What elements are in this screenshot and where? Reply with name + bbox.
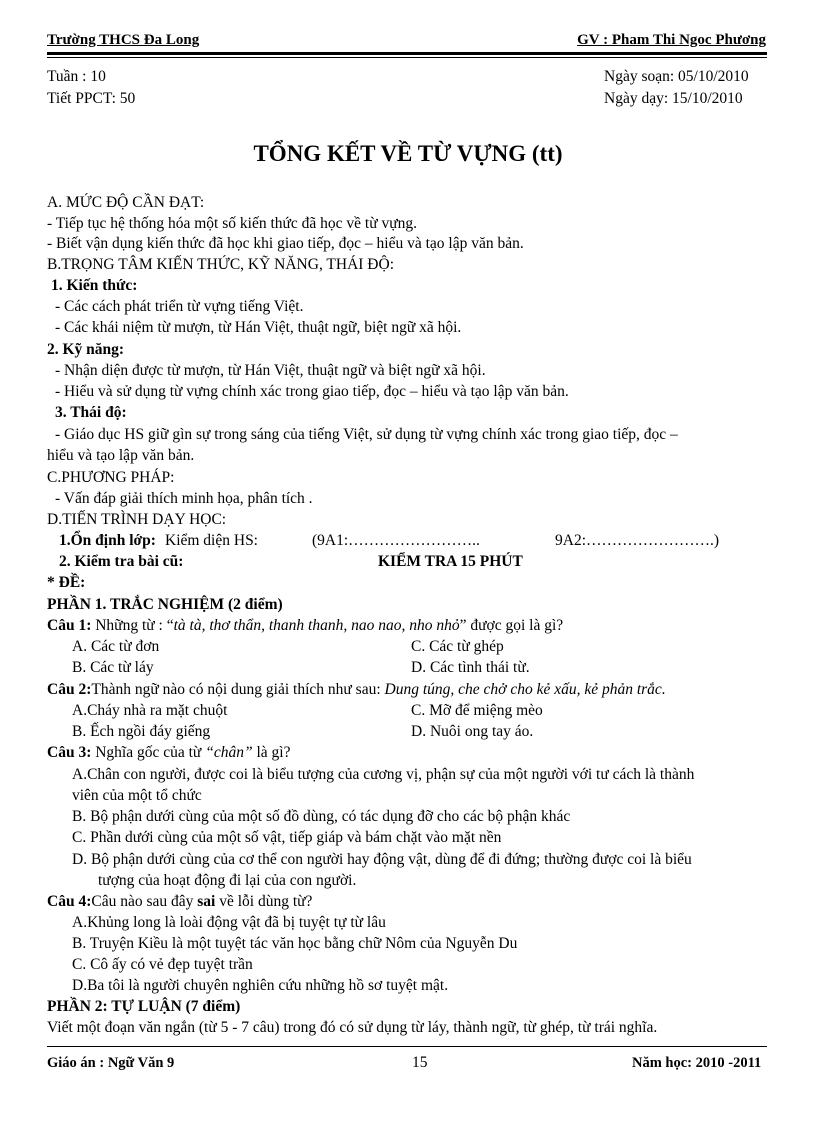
knowledge-item: - Các khái niệm từ mượn, từ Hán Việt, thuật ngữ, biệt ngữ xã hội. bbox=[55, 319, 462, 336]
attitude-heading: 3. Thái độ: bbox=[55, 404, 127, 421]
class-9a1: (9A1:…………………….. bbox=[312, 532, 480, 549]
section-a-item: - Tiếp tục hệ thống hóa một số kiến thức đã học về từ vựng. bbox=[47, 215, 418, 232]
q-label: Câu 2: bbox=[47, 681, 92, 698]
option: D. Các tình thái từ. bbox=[411, 659, 530, 676]
section-a-item: - Biết vận dụng kiến thức đã học khi giao tiếp, đọc – hiểu và tạo lập văn bản. bbox=[47, 235, 524, 252]
option: tượng của hoạt động đi lại của con người. bbox=[98, 872, 357, 889]
option: A.Chân con người, được coi là biểu tượng của cương vị, phận sự của một người với tư cách là thành bbox=[72, 766, 695, 783]
q-text: ” được gọi là gì? bbox=[459, 617, 564, 634]
question-1 bbox=[47, 616, 563, 636]
header-school: Trường THCS Đa Long bbox=[47, 32, 200, 48]
teach-date: Ngày dạy: 15/10/2010 bbox=[604, 90, 743, 107]
q-text: Những từ : “ bbox=[91, 617, 174, 634]
week: Tuần : 10 bbox=[47, 68, 106, 85]
q-emph: tà tà, thơ thẩn, thanh thanh, nao nao, nho nhỏ bbox=[173, 617, 460, 634]
footer-right: Năm học: 2010 -2011 bbox=[632, 1055, 762, 1071]
option: C. Phần dưới cùng của một số vật, tiếp giáp và bám chặt vào mặt nền bbox=[72, 829, 502, 846]
class-9a2: 9A2:…………………….) bbox=[555, 532, 720, 549]
option: B. Truyện Kiều là một tuyệt tác văn học bằng chữ Nôm của Nguyễn Du bbox=[72, 935, 518, 952]
q-label: Câu 1: bbox=[47, 617, 92, 634]
section-a-heading: A. MỨC ĐỘ CẦN ĐẠT: bbox=[47, 194, 205, 211]
option: B. Ếch ngồi đáy giếng bbox=[72, 723, 211, 740]
part2-heading: PHẦN 2: TỰ LUẬN (7 điểm) bbox=[47, 998, 241, 1015]
option: A.Khủng long là loài động vật đã bị tuyệt tự từ lâu bbox=[72, 914, 386, 931]
q-text: Câu nào sau đây bbox=[91, 893, 198, 910]
step1-label: 1.Ổn định lớp: bbox=[59, 532, 156, 549]
option: C. Các từ ghép bbox=[411, 638, 504, 655]
period: Tiết PPCT: 50 bbox=[47, 90, 136, 107]
prep-date: Ngày soạn: 05/10/2010 bbox=[604, 68, 749, 85]
option: C. Mỡ để miệng mèo bbox=[411, 702, 543, 719]
page-number: 15 bbox=[412, 1054, 428, 1071]
step1-text: Kiểm diện HS: bbox=[165, 532, 258, 549]
option: B. Các từ láy bbox=[72, 659, 154, 676]
skills-heading: 2. Kỹ năng: bbox=[47, 341, 125, 358]
option: D. Nuôi ong tay áo. bbox=[411, 723, 534, 740]
q-label: Câu 4: bbox=[47, 893, 92, 910]
option: A.Cháy nhà ra mặt chuột bbox=[72, 702, 228, 719]
part2-text: Viết một đoạn văn ngắn (từ 5 - 7 câu) trong đó có sử dụng từ láy, thành ngữ, từ ghép, từ trái nghĩa. bbox=[47, 1019, 658, 1036]
question-4 bbox=[47, 892, 312, 912]
header-rule-thin bbox=[47, 57, 767, 58]
part1-heading: PHẦN 1. TRẮC NGHIỆM (2 điểm) bbox=[47, 596, 283, 613]
q-label: Câu 3: bbox=[47, 744, 92, 761]
section-c-heading: C.PHƯƠNG PHÁP: bbox=[47, 469, 175, 486]
page-title: TỔNG KẾT VỀ TỪ VỰNG (tt) bbox=[253, 141, 563, 166]
q-text: về lỗi dùng từ? bbox=[215, 893, 313, 910]
option: C. Cô ấy có vẻ đẹp tuyệt trần bbox=[72, 956, 253, 973]
q-text: Nghĩa gốc của từ bbox=[91, 744, 206, 761]
section-b-heading: B.TRỌNG TÂM KIẾN THỨC, KỸ NĂNG, THÁI ĐỘ: bbox=[47, 256, 394, 273]
footer-left: Giáo án : Ngữ Văn 9 bbox=[47, 1055, 175, 1071]
q-emph: sai bbox=[197, 893, 216, 910]
quiz-title: KIỂM TRA 15 PHÚT bbox=[378, 553, 523, 570]
question-3 bbox=[47, 743, 290, 763]
attitude-item: - Giáo dục HS giữ gìn sự trong sáng của tiếng Việt, sử dụng từ vựng chính xác trong giao tiếp, đọc – bbox=[55, 426, 678, 443]
q-emph: Dung túng, che chở cho kẻ xấu, kẻ phản trắc. bbox=[384, 681, 666, 698]
option: viên của một tổ chức bbox=[72, 787, 202, 804]
q-emph: “chân” bbox=[205, 744, 253, 761]
q-text: là gì? bbox=[252, 744, 291, 761]
attitude-item: hiểu và tạo lập văn bản. bbox=[47, 447, 195, 464]
header-teacher: GV : Pham Thi Ngoc Phương bbox=[577, 32, 766, 48]
skills-item: - Nhận diện được từ mượn, từ Hán Việt, thuật ngữ và biệt ngữ xã hội. bbox=[55, 362, 486, 379]
skills-item: - Hiểu và sử dụng từ vựng chính xác trong giao tiếp, đọc – hiểu và tạo lập văn bản. bbox=[55, 383, 569, 400]
section-d-heading: D.TIẾN TRÌNH DẠY HỌC: bbox=[47, 511, 227, 528]
question-2 bbox=[47, 680, 666, 700]
option: D. Bộ phận dưới cùng của cơ thể con người hay động vật, dùng để đi đứng; thường được coi là biểu bbox=[72, 851, 692, 868]
header-rule bbox=[47, 52, 767, 55]
knowledge-item: - Các cách phát triển từ vựng tiếng Việt. bbox=[55, 298, 304, 315]
option: A. Các từ đơn bbox=[72, 638, 160, 655]
de-label: * ĐỀ: bbox=[47, 574, 86, 591]
option: D.Ba tôi là người chuyên nghiên cứu những hồ sơ tuyệt mật. bbox=[72, 977, 449, 994]
section-c-item: - Vấn đáp giải thích minh họa, phân tích . bbox=[55, 490, 313, 507]
q-text: Thành ngữ nào có nội dung giải thích như sau: bbox=[91, 681, 385, 698]
step2-label: 2. Kiểm tra bài cũ: bbox=[59, 553, 184, 570]
footer-rule bbox=[47, 1046, 767, 1047]
knowledge-heading: 1. Kiến thức: bbox=[51, 277, 138, 294]
option: B. Bộ phận dưới cùng của một số đồ dùng, có tác dụng đỡ cho các bộ phận khác bbox=[72, 808, 571, 825]
